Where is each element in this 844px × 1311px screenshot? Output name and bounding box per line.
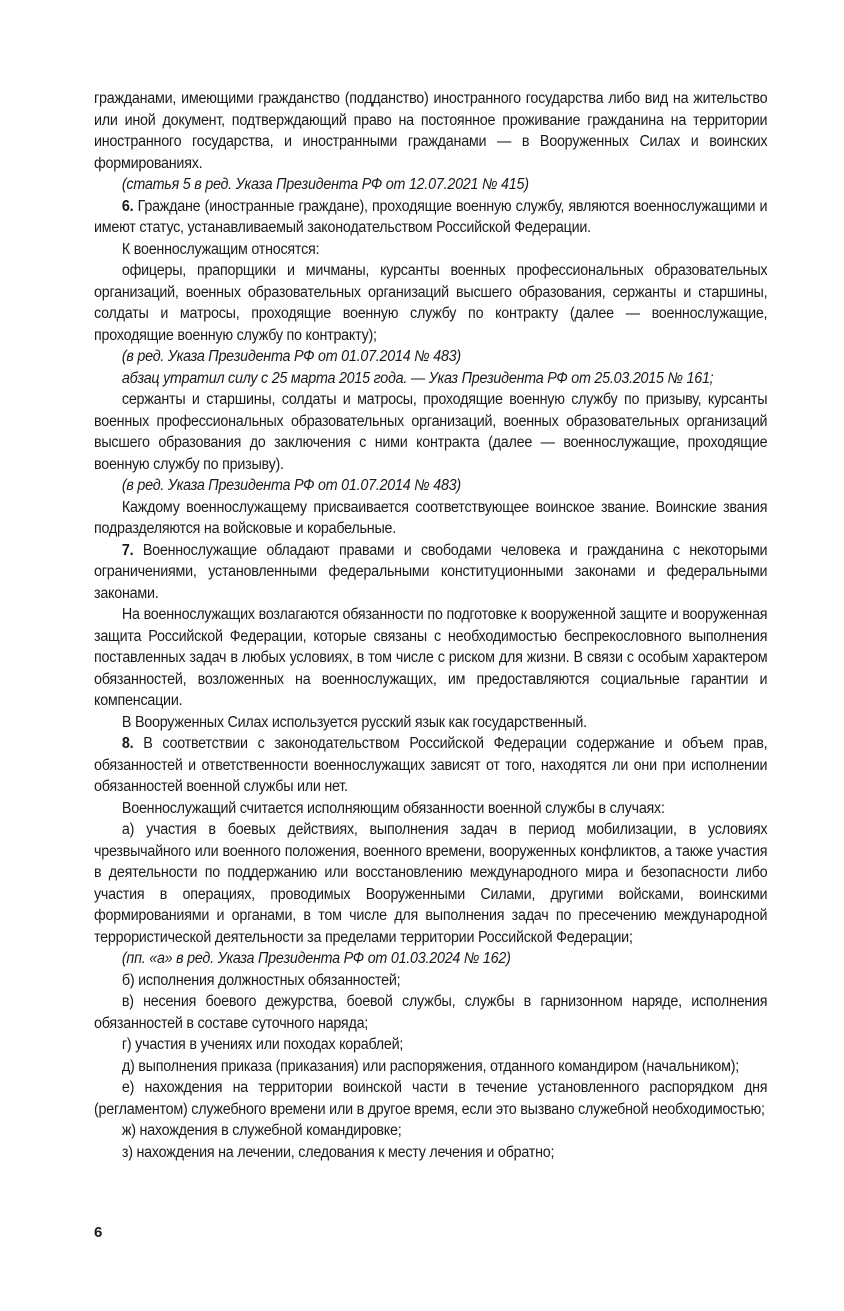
paragraph-text: абзац утратил силу с 25 марта 2015 года. — Указ Президента РФ от 25.03.2015 № 161; [121,369,714,387]
paragraph [94,88,767,174]
paragraph-text: (пп. «а» в ред. Указа Президента РФ от 01.03.2024 № 162) [121,950,511,967]
paragraph-text: д) выполнения приказа (приказания) или распоряжения, отданного командиром (начальником); [121,1057,740,1075]
paragraph-text: б) исполнения должностных обязанностей; [121,971,401,989]
paragraph [94,239,767,261]
editorial-note [94,475,767,497]
paragraph-text: (в ред. Указа Президента РФ от 01.07.2014 № 483) [121,477,461,494]
paragraph-text: Граждане (иностранные граждане), проходящие военную службу, являются военнослужащими и имеют статус, устанавливаемый законодательством Российской Федерации. [94,197,768,236]
paragraph [94,389,767,475]
paragraph-text: К военнослужащим относятся: [121,240,320,258]
paragraph [94,733,767,798]
paragraph [94,991,767,1034]
editorial-note [94,346,767,368]
editorial-note [94,368,767,390]
paragraph [94,970,767,992]
paragraph-text: в) несения боевого дежурства, боевой службы, службы в гарнизонном наряде, исполнения обязанностей в составе суточного наряда; [94,993,768,1032]
paragraph [94,497,767,540]
paragraph-text: е) нахождения на территории воинской части в течение установленного распорядком дня (регламентом) служебного времени или в другое время, если это вызвано служебной необходимостью; [94,1079,768,1118]
paragraph-text: а) участия в боевых действиях, выполнения задач в период мобилизации, в условиях чрезвычайного или военного положения, военного времени, вооруженных конфликтов, а также участия в деятельности по поддержанию или восстановлению международного мира и безопасности либо участия в операциях, проводимых Вооруженными Силами, другими войсками, воинскими формированиями и органами, в том числе для выполнения задач по пресечению международной террористической деятельности за пределами территории Российской Федерации; [94,821,768,946]
section-number: 6. [121,197,134,215]
paragraph-text: офицеры, прапорщики и мичманы, курсанты военных профессиональных образовательных организаций, военных образовательных организаций высшего образования, сержанты и старшины, солдаты и матросы, проходящие военную службу по контракту (далее — военнослужащие, проходящие военную службу по контракту); [94,262,768,344]
paragraph-text: сержанты и старшины, солдаты и матросы, проходящие военную службу по призыву, курсанты военных профессиональных образовательных организаций, военных образовательных организаций высшего образования до заключения с ними контракта (далее — военнослужащие, проходящие военную службу по призыву). [94,391,768,473]
paragraph-text: г) участия в учениях или походах кораблей; [121,1036,404,1053]
paragraph [94,1077,767,1120]
page-number: 6 [94,1224,103,1241]
paragraph [94,1034,767,1056]
editorial-note [94,948,767,970]
paragraph-text: На военнослужащих возлагаются обязанности по подготовке к вооруженной защите и вооруженная защита Российской Федерации, которые связаны с необходимостью беспрекословного выполнения поставленных задач в любых условиях, в том числе с риском для жизни. В связи с особым характером обязанностей, возложенных на военнослужащих, им предоставляются социальные гарантии и компенсации. [94,606,768,709]
paragraph-text: Военнослужащие обладают правами и свободами человека и гражданина с некоторыми ограничениями, установленными федеральными конституционными законами и федеральными законами. [94,541,768,602]
paragraph [94,1056,767,1078]
paragraph [94,540,767,605]
section-number: 8. [121,735,134,752]
paragraph-text: В соответствии с законодательством Российской Федерации содержание и объем прав, обязанностей и ответственности военнослужащих зависят от того, находятся ли они при исполнении обязанностей военной службы или нет. [94,735,768,795]
paragraph [94,712,767,734]
paragraph [94,1142,767,1164]
editorial-note [94,174,767,196]
paragraph-text: Каждому военнослужащему присваивается соответствующее воинское звание. Воинские звания подразделяются на войсковые и корабельные. [94,498,768,537]
paragraph [94,604,767,712]
paragraph-text: Военнослужащий считается исполняющим обязанности военной службы в случаях: [121,799,665,817]
paragraph [94,196,767,239]
paragraph [94,1120,767,1142]
paragraph [94,819,767,948]
paragraph-text: (в ред. Указа Президента РФ от 01.07.2014 № 483) [121,348,461,365]
document-body [94,88,767,1163]
section-number: 7. [121,541,134,559]
paragraph [94,798,767,820]
paragraph-text: В Вооруженных Силах используется русский язык как государственный. [121,713,587,731]
paragraph [94,260,767,346]
paragraph-text: гражданами, имеющими гражданство (подданство) иностранного государства либо вид на жительство или иной документ, подтверждающий право на постоянное проживание гражданина на территории иностранного государства, и иностранными гражданами — в Вооруженных Силах и воинских формированиях. [94,90,768,172]
paragraph-text: (статья 5 в ред. Указа Президента РФ от 12.07.2021 № 415) [121,176,529,193]
paragraph-text: ж) нахождения в служебной командировке; [121,1122,402,1139]
paragraph-text: з) нахождения на лечении, следования к месту лечения и обратно; [121,1143,555,1161]
